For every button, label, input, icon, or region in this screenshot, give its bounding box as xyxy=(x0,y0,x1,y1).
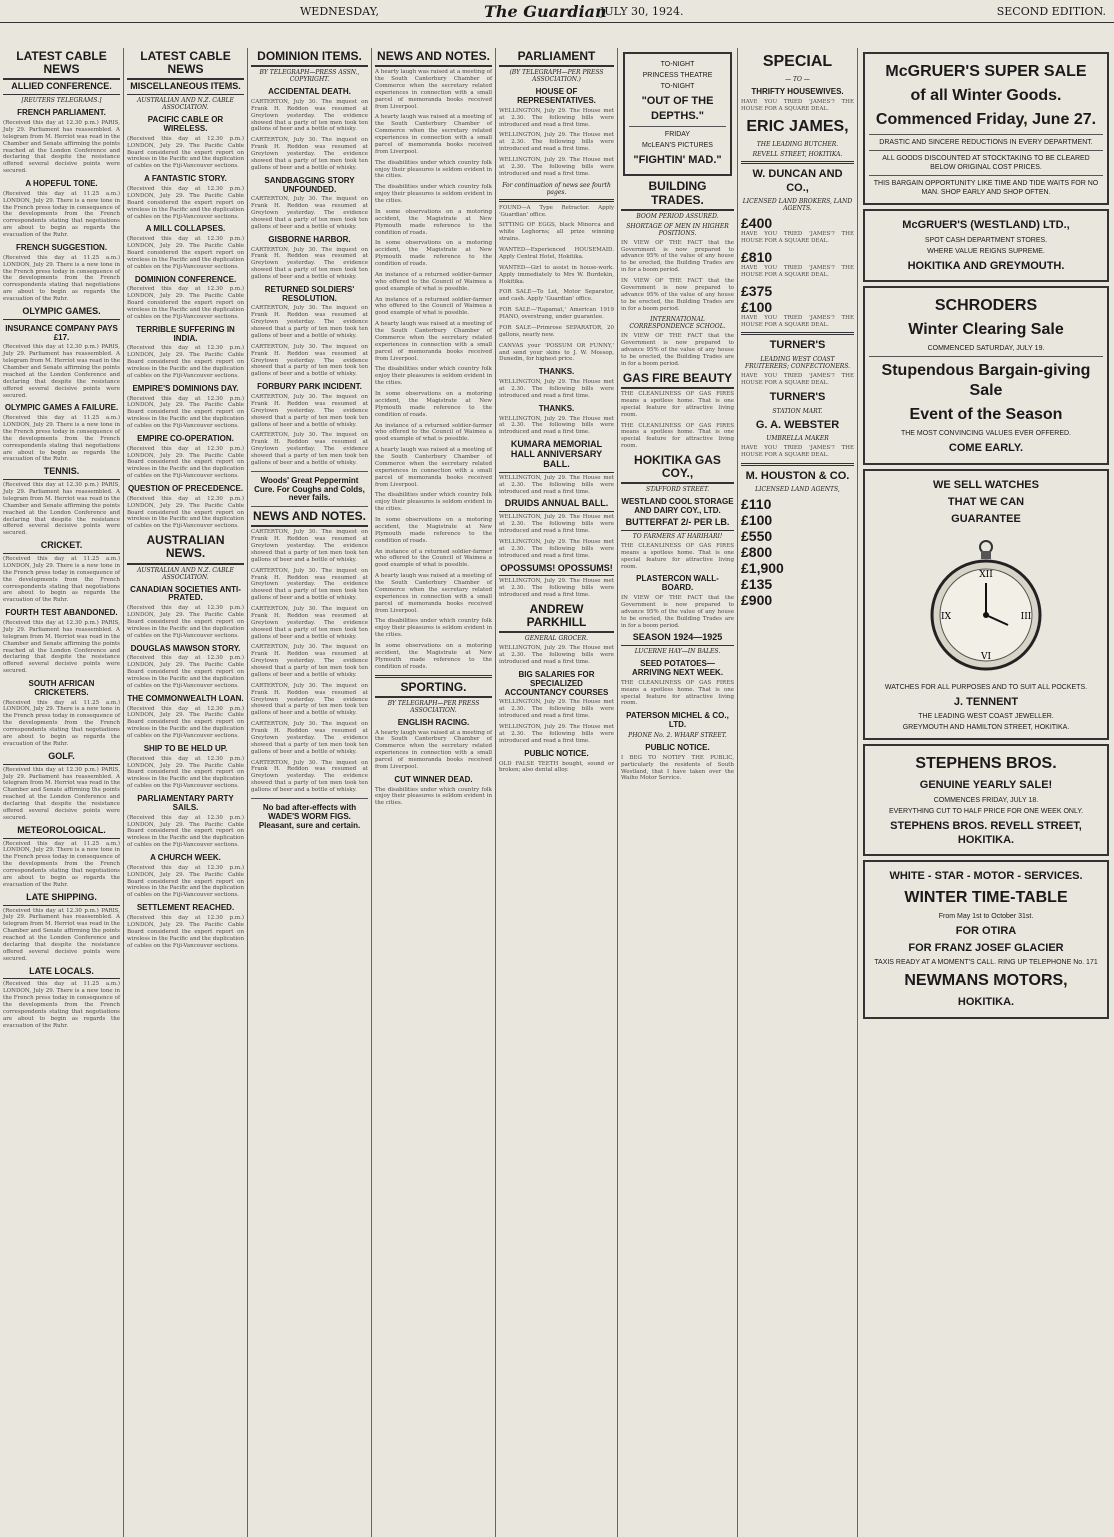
article-text: HAVE YOU TRIED 'JAMES'? THE HOUSE FOR A SQUARE DEAL. xyxy=(741,98,854,112)
continuation-note: For continuation of news see fourth pages. xyxy=(502,181,611,196)
article-text: An instance of a returned soldier-farmer who offered to the Council of Waimea a good example of what is possible. xyxy=(375,422,492,443)
mcgruer-store-advert xyxy=(863,209,1109,282)
advert-title: Winter Clearing Sale xyxy=(908,321,1064,339)
headline: NEWS AND NOTES. xyxy=(251,510,368,527)
article-text: (Received this day at 12.30 p.m.) LONDON, July 29. The Pacific Cable Board considered the expert report on wireless in the Pacific and the duplication of cables on the Fiji-Vancouver sections. xyxy=(127,755,244,790)
subheading: SETTLEMENT REACHED. xyxy=(136,903,235,913)
property-price: £400 xyxy=(741,215,773,232)
advert-title: Event of the Season xyxy=(909,406,1063,424)
advert-text: DRASTIC AND SINCERE REDUCTIONS IN EVERY DEPARTMENT. xyxy=(879,139,1093,146)
advert-title: HOKITIKA AND GREYMOUTH. xyxy=(907,259,1065,272)
property-price: £100 xyxy=(741,298,773,315)
byline: STAFFORD STREET. xyxy=(645,486,709,494)
property-price: £900 xyxy=(741,592,773,609)
article-text: THE CLEANLINESS OF GAS FIRES means a spotless home. That is one special feature for attractive living room. xyxy=(621,422,734,450)
article-text: (Received this day at 12.30 p.m.) PARIS, July 29. Parliament has reassembled. A telegram from M. Herriot was read in the Chamber and Senate affirming the points reached at the London Conference and declaring that despite the resistance offered several decisive points were secured. xyxy=(3,344,120,399)
divider xyxy=(741,161,854,164)
subheading: PACIFIC CABLE OR WIRELESS. xyxy=(147,115,224,134)
subheading: PARLIAMENTARY PARTY SAILS. xyxy=(137,794,234,812)
advert-text: COMMENCED SATURDAY, JULY 19. xyxy=(927,345,1045,353)
article-text: CARTERTON, July 30. The inquest on Frank H. Reddon was resumed at Greytown yesterday. The evidence showed that a party of ten men took ten gallons of beer and a bottle of whisky. xyxy=(251,682,368,717)
article-text: (Received this day at 11.25 a.m.) LONDON, July 29. There is a new tone in the French press today in consequence of the developments from the French correspondents stating that negotiations are about to begin as regards the evacuation of the Ruhr. xyxy=(3,699,120,747)
schroders-sale-advert xyxy=(863,286,1109,464)
article-text: CARTERTON, July 30. The inquest on Frank H. Reddon was resumed at Greytown yesterday. The evidence showed that a party of ten men took ten gallons of beer and a bottle of whisky. xyxy=(251,98,368,133)
divider xyxy=(251,471,368,472)
byline: [REUTERS TELEGRAMS.] xyxy=(21,97,102,105)
article-text: CARTERTON, July 30. The inquest on Frank H. Reddon was resumed at Greytown yesterday. The evidence showed that a party of ten men took ten gallons of beer and a bottle of whisky. xyxy=(251,567,368,602)
subheading: A MILL COLLAPSES. xyxy=(145,224,226,234)
article-text: A hearty laugh was raised at a meeting of the South Canterbury Chamber of Commerce when the secretary related experiences in connection with a small parcel of memoranda books received from Liverpool. xyxy=(375,447,492,488)
article-text: (Received this day at 12.30 p.m.) LONDON, July 29. The Pacific Cable Board considered the expert report on wireless in the Pacific and the duplication of cables on the Fiji-Vancouver sections. xyxy=(127,864,244,899)
classified-ad: WANTED—Girl to assist in house-work. Apply immediately to Mrs W. Burdekin, Hokitika. xyxy=(499,264,614,285)
article-text: WELLINGTON, July 29. The House met at 2.30. The following bills were introduced and read a first time. xyxy=(499,578,614,599)
headline: GAS FIRE BEAUTY xyxy=(621,372,734,389)
classified-ad: FOR SALE—To Let, Motor Separator, and cash. Apply 'Guardian' office. xyxy=(499,289,614,303)
article-text: (Received this day at 11.25 a.m.) LONDON, July 29. There is a new tone in the French press today in consequence of the developments from the French correspondents stating that negotiations are about to begin as regards the evacuation of the Ruhr. xyxy=(3,254,120,303)
theatre-advert xyxy=(623,52,732,176)
byline: — TO — xyxy=(785,76,810,83)
subheading: CANADIAN SOCIETIES ANTI-PRATED. xyxy=(130,584,241,603)
subheading: QUESTION OF PRECEDENCE. xyxy=(127,484,244,494)
masthead xyxy=(0,0,1114,23)
tennent-watches-advert xyxy=(863,469,1109,740)
byline: BY TELEGRAPH—PRESS ASSN., COPYRIGHT. xyxy=(259,69,360,84)
article-text: WELLINGTON, July 29. The House met at 2.30. The following bills were introduced and read a first time. xyxy=(499,538,614,559)
article-text: An instance of a returned soldier-farmer who offered to the Council of Waimea a good example of what is possible. xyxy=(375,296,492,317)
article-text: (Received this day at 12.30 p.m.) LONDON, July 29. The Pacific Cable Board considered the expert report on wireless in the Pacific and the duplication of cables on the Fiji-Vancouver sections. xyxy=(127,186,244,220)
article-text: CARTERTON, July 30. The inquest on Frank H. Reddon was resumed at Greytown yesterday. The evidence showed that a party of ten men took ten gallons of beer and a bottle of whisky. xyxy=(251,137,368,171)
byline: AUSTRALIAN AND N.Z. CABLE ASSOCIATION. xyxy=(137,566,234,581)
article-text: The disabilities under which country folk enjoy their pleasures is seldom evident in the cities. xyxy=(375,786,492,807)
article-text: CARTERTON, July 30. The inquest on Frank H. Reddon was resumed at Greytown yesterday. The evidence showed that a party of ten men took ten gallons of beer and a bottle of whisky. xyxy=(251,394,368,428)
article-text: The disabilities under which country folk enjoy their pleasures is seldom evident in the cities. xyxy=(375,184,492,205)
subheading: RETURNED SOLDIERS' RESOLUTION. xyxy=(264,284,355,303)
subheading: A HOPEFUL TONE. xyxy=(25,179,98,189)
article-text: CARTERTON, July 30. The inquest on Frank H. Reddon was resumed at Greytown yesterday. The evidence showed that a party of ten men took ten gallons of beer and a bottle of whisky. xyxy=(251,721,368,755)
classified-ad: WANTED—Experienced HOUSEMAID. Apply Central Hotel, Hokitika. xyxy=(499,247,614,260)
article-text: The disabilities under which country folk enjoy their pleasures is seldom evident in the cities. xyxy=(375,618,492,639)
headline: TENNIS. xyxy=(3,467,120,480)
subheading: THANKS. xyxy=(538,367,575,377)
article-text: CARTERTON, July 30. The inquest on Frank H. Reddon was resumed at Greytown yesterday. The evidence showed that a party of ten men took ten gallons of beer and a bottle of whisky. xyxy=(251,432,368,466)
article-text: WELLINGTON, July 29. The House met at 2.30. The following bills were introduced and read a first time. xyxy=(499,157,614,177)
article-text: HAVE YOU TRIED 'JAMES'? THE HOUSE FOR A SQUARE DEAL. xyxy=(741,264,854,278)
headline: OLYMPIC GAMES. xyxy=(3,307,120,320)
divider xyxy=(869,175,1103,176)
article-text: CARTERTON, July 30. The inquest on Frank H. Reddon was resumed at Greytown yesterday. The evidence showed that a party of ten men took ten gallons of beer and a bottle of whisky. xyxy=(251,606,368,640)
subheading: GISBORNE HARBOR. xyxy=(268,234,351,244)
masthead-title: The Guardian xyxy=(484,2,607,21)
classified-ad: FOR SALE—Primrose SEPARATOR, 20 gallons, nearly new. xyxy=(499,324,614,338)
divider xyxy=(741,332,854,335)
advert-text: TAXIS READY AT A MOMENT'S CALL. RING UP TELEPHONE No. 171 xyxy=(874,959,1098,967)
theatre-name: McLEAN'S PICTURES xyxy=(642,141,713,149)
classified-ad: FOUND—A Type Retractor. Apply 'Guardian' office. xyxy=(499,204,614,218)
advert-title: WE SELL WATCHES xyxy=(933,478,1039,491)
article-text: WELLINGTON, July 29. The House met at 2.30. The following bills were introduced and read a first time. xyxy=(499,107,614,128)
advert-text: EVERYTHING CUT TO HALF PRICE FOR ONE WEEK ONLY. xyxy=(888,807,1084,815)
article-text: (Received this day at 12.30 p.m.) LONDON, July 29. The Pacific Cable Board considered the expert report on wireless in the Pacific and the duplication of cables on the Fiji-Vancouver sections. xyxy=(127,655,244,689)
article-text: A hearty laugh was raised at a meeting of the South Canterbury Chamber of Commerce when the secretary related experiences in connection with a small parcel of memoranda books received from Liverpool. xyxy=(375,114,492,155)
advert-title: SCHRODERS xyxy=(934,297,1038,315)
theatre-tonight: TO-NIGHT xyxy=(660,61,695,68)
article-text: (Received this day at 12.30 p.m.) PARIS, July 29. Parliament has reassembled. A telegram from M. Herriot was read in the Chamber and Senate affirming the points reached at the London Conference and declaring that despite the resistance offered several decisive points were secured. xyxy=(3,620,120,675)
advert-text: SPOT CASH DEPARTMENT STORES. xyxy=(924,236,1048,244)
property-price: £800 xyxy=(741,544,773,561)
headline: OPOSSUMS! OPOSSUMS! xyxy=(499,564,614,577)
article-text: (Received this day at 12.30 p.m.) LONDON, July 29. The Pacific Cable Board considered the expert report on wireless in the Pacific and the duplication of cables on the Fiji-Vancouver sections. xyxy=(127,135,244,170)
advert-title: FOR OTIRA xyxy=(955,924,1017,937)
article-text: WELLINGTON, July 29. The House met at 2.30. The following bills were introduced and read a first time. xyxy=(499,415,614,436)
article-text: CARTERTON, July 30. The inquest on Frank H. Reddon was resumed at Greytown yesterday. The evidence showed that a party of ten men took ten gallons of beer and a bottle of whisky. xyxy=(251,305,368,339)
advert-title: FOR FRANZ JOSEF GLACIER xyxy=(908,941,1064,954)
subheading: PLASTERCON WALL-BOARD. xyxy=(636,574,719,593)
article-text: CARTERTON, July 30. The inquest on Frank H. Reddon was resumed at Greytown yesterday. The evidence showed that a party of ten men took ten gallons of beer and a bottle of whisky. xyxy=(251,246,368,280)
article-text: A hearty laugh was raised at a meeting of the South Canterbury Chamber of Commerce when the secretary related experiences in connection with a small parcel of memoranda books received from Liverpool. xyxy=(375,729,492,770)
headline: PARLIAMENT xyxy=(499,50,614,67)
headline: CRICKET. xyxy=(3,541,120,554)
headline: BUTTERFAT 2/- PER LB. xyxy=(621,518,734,531)
column-8-adverts xyxy=(858,48,1114,1537)
article-text: In some observations on a motoring accident, the Magistrate at New Plymouth made reference to the condition of roads. xyxy=(375,391,492,418)
column-5 xyxy=(496,48,618,1537)
divider xyxy=(741,463,854,466)
subheading: FOURTH TEST ABANDONED. xyxy=(5,608,118,618)
pocket-watch-icon xyxy=(926,535,1046,675)
umbrella-maker-name: G. A. WEBSTER xyxy=(755,418,840,431)
subheading: THRIFTY HOUSEWIVES. xyxy=(751,87,844,96)
article-text: WELLINGTON, July 29. The House met at 2.30. The following bills were introduced and read a first time. xyxy=(499,379,614,399)
advert-text: THE MOST CONVINCING VALUES EVER OFFERED. xyxy=(900,430,1072,438)
subheading: EMPIRE'S DOMINIONS DAY. xyxy=(132,383,239,393)
advert-text: GREYMOUTH AND HAMILTON STREET, HOKITIKA. xyxy=(902,724,1070,732)
article-text: (Received this day at 12.30 p.m.) LONDON, July 29. The Pacific Cable Board considered the expert report on wireless in the Pacific and the duplication of cables on the Fiji-Vancouver sections. xyxy=(127,495,244,530)
subheading: BIG SALARIES FOR SPECIALIZED ACCOUNTANCY COURSES xyxy=(504,670,609,697)
article-text: (Received this day at 12.30 p.m.) LONDON, July 29. The Pacific Cable Board considered the expert report on wireless in the Pacific and the duplication of cables on the Fiji-Vancouver sections. xyxy=(127,915,244,949)
masthead-day: WEDNESDAY, xyxy=(300,5,380,18)
subheading: DOUGLAS MAWSON STORY. xyxy=(130,643,241,653)
byline: LICENSED LAND AGENTS, xyxy=(755,486,840,494)
masthead-date: JULY 30, 1924. xyxy=(600,5,684,18)
byline: LEADING WEST COAST FRUITERERS; CONFECTIONERS. xyxy=(744,355,851,370)
article-text: THE CLEANLINESS OF GAS FIRES means a spotless home. That is one special feature for attractive living room. xyxy=(621,542,734,570)
advert-title: GUARANTEE xyxy=(951,513,1021,526)
article-text: CARTERTON, July 30. The inquest on Frank H. Reddon was resumed at Greytown yesterday. The evidence showed that a party of ten men took ten gallons of beer and a bottle of whisky. xyxy=(251,343,368,378)
advert-title: McGRUER'S (WESTLAND) LTD., xyxy=(902,219,1070,232)
byline: SHORTAGE OF MEN IN HIGHER POSITIONS. xyxy=(626,222,729,237)
advert-title: WINTER TIME-TABLE xyxy=(904,888,1068,906)
film-title: "OUT OF THE DEPTHS." xyxy=(641,95,714,122)
advert-title: NEWMANS MOTORS, xyxy=(904,972,1068,990)
classified-ad: CANVAS your 'POSSUM OR FUNNY,' and send your skins to J. W. Mossop, Dunedin, for highest price. xyxy=(499,342,614,363)
white-star-motor-advert xyxy=(863,860,1109,1018)
byline: LUCERNE HAY—IN BALES. xyxy=(634,648,721,656)
column-7 xyxy=(738,48,858,1537)
column-6 xyxy=(618,48,738,1537)
subheading: FORBURY PARK INCIDENT. xyxy=(257,382,362,392)
subheading: PUBLIC NOTICE. xyxy=(524,748,589,758)
article-text: The disabilities under which country folk enjoy their pleasures is seldom evident in the cities. xyxy=(375,159,492,180)
advert-text: From May 1st to October 31st. xyxy=(938,912,1034,920)
article-text: I BEG TO NOTIFY THE PUBLIC, particularly the residents of South Westland, that I have taken over the Waiho Motor Service. xyxy=(621,754,734,782)
headline: MISCELLANEOUS ITEMS. xyxy=(127,82,244,95)
property-price: £550 xyxy=(741,528,773,545)
article-text: IN VIEW OF THE FACT that the Government is now prepared to advance 95% of the value of any house to be erected, the Building Trades are in for a boom period. xyxy=(621,278,734,312)
divider xyxy=(251,506,368,507)
byline: UMBRELLA MAKER xyxy=(766,435,829,443)
headline: SEASON 1924—1925 xyxy=(621,633,734,646)
headline: NEWS AND NOTES. xyxy=(375,50,492,67)
classified-ad: FOR SALE—'Rapamat,' American 1919 PIANO, overstrung, under guarantee. xyxy=(499,307,614,321)
headline: DOMINION ITEMS. xyxy=(251,50,368,67)
byline: (BY TELEGRAPH—PER PRESS ASSOCIATION.) xyxy=(509,69,604,84)
headline: BUILDING TRADES. xyxy=(621,180,734,210)
divider xyxy=(251,798,368,799)
subheading: SOUTH AFRICAN CRICKETERS. xyxy=(28,679,95,697)
article-text: A hearty laugh was raised at a meeting of the South Canterbury Chamber of Commerce when the secretary related experiences in connection with a small parcel of memoranda books received from Liverpool. xyxy=(375,573,492,614)
headline: LATEST CABLE NEWS xyxy=(127,50,244,80)
advert-text: ALL GOODS DISCOUNTED AT STOCKTAKING TO BE CLEARED BELOW ORIGINAL COST PRICES. xyxy=(882,155,1090,172)
subheading: OLYMPIC GAMES A FAILURE. xyxy=(4,403,119,413)
article-text: HAVE YOU TRIED 'JAMES'? THE HOUSE FOR A SQUARE DEAL. xyxy=(741,372,854,386)
column-2 xyxy=(124,48,248,1537)
special-heading: SPECIAL xyxy=(762,53,833,70)
advert-text: THIS BARGAIN OPPORTUNITY LIKE TIME AND TIDE WAITS FOR NO MAN. SHOP EARLY AND SHOP OFTEN. xyxy=(873,180,1099,197)
article-text: IN VIEW OF THE FACT that the Government is now prepared to advance 95% of the value of any house to be erected, the Building Trades are in for a boom period. xyxy=(621,595,734,629)
subheading: ACCIDENTAL DEATH. xyxy=(268,87,351,97)
article-text: (Received this day at 12.30 p.m.) LONDON, July 29. The Pacific Cable Board considered the expert report on wireless in the Pacific and the duplication of cables on the Fiji-Vancouver sections. xyxy=(127,705,244,740)
pocket-watch-illustration xyxy=(926,535,1046,675)
stephens-sale-advert xyxy=(863,744,1109,856)
headline: KUMARA MEMORIAL HALL ANNIVERSARY BALL. xyxy=(499,440,614,473)
divider xyxy=(629,126,726,127)
article-text: (Received this day at 12.30 p.m.) LONDON, July 29. The Pacific Cable Board considered the expert report on wireless in the Pacific and the duplication of cables on the Fiji-Vancouver sections. xyxy=(127,236,244,270)
advert-title: GENUINE YEARLY SALE! xyxy=(919,779,1053,792)
svg-text:XII: XII xyxy=(979,569,993,580)
byline: TO FARMERS AT HARIHARI! xyxy=(632,532,723,540)
property-price: £810 xyxy=(741,248,773,265)
byline: GENERAL GROCER. xyxy=(524,635,589,643)
advert-title: STEPHENS BROS. xyxy=(915,755,1057,773)
article-text: WELLINGTON, July 29. The House met at 2.30. The following bills were introduced and read a first time. xyxy=(499,132,614,153)
divider xyxy=(375,675,492,678)
article-text: (Received this day at 12.30 p.m.) LONDON, July 29. The Pacific Cable Board considered the expert report on wireless in the Pacific and the duplication of cables on the Fiji-Vancouver sections. xyxy=(127,345,244,379)
byline: THE LEADING BUTCHER. xyxy=(756,140,839,148)
article-text: THE CLEANLINESS OF GAS FIRES means a spotless home. That is one special feature for attractive living room. xyxy=(621,391,734,418)
article-text: WELLINGTON, July 29. The House met at 2.30. The following bills were introduced and read a first time. xyxy=(499,514,614,535)
advert-title: HOKITIKA. xyxy=(957,996,1015,1009)
advert-title: STEPHENS BROS. REVELL STREET, HOKITIKA. xyxy=(890,819,1082,846)
subheading: THANKS. xyxy=(538,403,575,413)
article-text: A hearty laugh was raised at a meeting of the South Canterbury Chamber of Commerce when the secretary related experiences in connection with a small parcel of memoranda books received from Liverpool. xyxy=(375,321,492,362)
subheading: PATERSON MICHEL & CO., LTD. xyxy=(626,711,729,730)
article-text: IN VIEW OF THE FACT that the Government is now prepared to advance 95% of the value of any house to be erected, the Building Trades are in for a boom period. xyxy=(621,239,734,274)
article-text: WELLINGTON, July 29. The House met at 2.30. The following bills were introduced and read a first time. xyxy=(499,724,614,744)
subheading: CUT WINNER DEAD. xyxy=(394,774,473,784)
article-text: (Received this day at 11.25 a.m.) LONDON, July 29. There is a new tone in the French press today in consequence of the developments from the French correspondents stating that negotiations are about to begin as regards the evacuation of the Ruhr. xyxy=(3,190,120,239)
article-text: CARTERTON, July 30. The inquest on Frank H. Reddon was resumed at Greytown yesterday. The evidence showed that a party of ten men took ten gallons of beer and a bottle of whisky. xyxy=(251,644,368,678)
article-text: HAVE YOU TRIED 'JAMES'? THE HOUSE FOR A SQUARE DEAL. xyxy=(741,445,854,458)
article-text: An instance of a returned soldier-farmer who offered to the Council of Waimea a good example of what is possible. xyxy=(375,271,492,292)
headline: LATE LOCALS. xyxy=(3,967,120,980)
classified-ad: SITTING OF EGGS, black Minorca and white Leghorns; all prize winning strains. xyxy=(499,222,614,243)
subheading: DOMINION CONFERENCE. xyxy=(134,274,237,284)
byline: BOOM PERIOD ASSURED. xyxy=(636,212,719,220)
article-text: (Received this day at 12.30 p.m.) PARIS, July 29. Parliament has reassembled. A telegram from M. Herriot was read in the Chamber and Senate affirming the points reached at the London Conference and declaring that despite the resistance offered several decisive points were secured. xyxy=(3,766,120,821)
advert-title: THAT WE CAN xyxy=(947,496,1025,509)
divider xyxy=(499,199,614,202)
advert-title: J. TENNENT xyxy=(953,695,1019,708)
advert-text: COMMENCES FRIDAY, JULY 18. xyxy=(933,796,1039,804)
headline: ANDREW PARKHILL xyxy=(499,603,614,633)
byline: BY TELEGRAPH—PER PRESS ASSOCIATION. xyxy=(387,699,480,714)
article-text: (Received this day at 12.30 p.m.) PARIS, July 29. Parliament has reassembled. A telegram from M. Herriot was read in the Chamber and Senate affirming the points reached at the London Conference and declaring that despite the resistance offered several decisive points were secured. xyxy=(3,120,120,175)
article-text: (Received this day at 12.30 p.m.) PARIS, July 29. Parliament has reassembled. A telegram from M. Herriot was read in the Chamber and Senate affirming the points reached at the London Conference and declaring that despite the resistance offered several decisive points were secured. xyxy=(3,482,120,537)
article-text: (Received this day at 11.25 a.m.) LONDON, July 29. There is a new tone in the French press today in consequence of the developments from the French correspondents stating that negotiations are about to begin as regards the evacuation of the Ruhr. xyxy=(3,415,120,463)
column-4 xyxy=(372,48,496,1537)
property-price: £100 xyxy=(741,512,773,529)
advert-peppermint-cure: Woods' Great Peppermint Cure. For Coughs and Colds, never fails. xyxy=(254,475,365,503)
advert-text: THE LEADING WEST COAST JEWELLER. xyxy=(918,713,1054,721)
subheading: A CHURCH WEEK. xyxy=(150,853,221,863)
article-text: HAVE YOU TRIED 'JAMES'? THE HOUSE FOR A SQUARE DEAL. xyxy=(741,231,854,245)
headline: LATEST CABLE NEWS xyxy=(3,50,120,80)
butcher-name: ERIC JAMES, xyxy=(746,117,849,135)
advert-title: of all Winter Goods. xyxy=(910,87,1062,104)
advert-worm-figs: No bad after-effects with WADE'S WORM FIGS. Pleasant, sure and certain. xyxy=(258,802,361,830)
subheading: WESTLAND COOL STORAGE AND DAIRY COY., LTD. xyxy=(621,497,734,516)
article-text: In some observations on a motoring accident, the Magistrate at New Plymouth made reference to the condition of roads. xyxy=(375,208,492,236)
article-text: (Received this day at 11.25 a.m.) LONDON, July 29. There is a new tone in the French press today in consequence of the developments from the French correspondents stating that negotiations are about to begin as regards the evacuation of the Ruhr. xyxy=(3,840,120,888)
land-agent-name: M. HOUSTON & CO. xyxy=(745,469,850,482)
subheading: SEED POTATOES—ARRIVING NEXT WEEK. xyxy=(631,659,724,678)
headline: METEOROLOGICAL. xyxy=(3,826,120,839)
advert-text: WATCHES FOR ALL PURPOSES AND TO SUIT ALL POCKETS. xyxy=(884,683,1088,691)
subheading: EMPIRE CO-OPERATION. xyxy=(137,433,234,443)
property-price: £110 xyxy=(741,496,772,513)
article-text: A hearty laugh was raised at a meeting of the South Canterbury Chamber of Commerce when the secretary related experiences in connection with a small parcel of memoranda books received from Liverpool. xyxy=(375,69,492,110)
subheading: SANDBAGGING STORY UNFOUNDED. xyxy=(264,175,355,194)
subheading: THE COMMONWEALTH LOAN. xyxy=(127,693,244,703)
byline: LICENSED LAND BROKERS, LAND AGENTS. xyxy=(742,198,853,213)
article-text: The disabilities under which country folk enjoy their pleasures is seldom evident in the cities. xyxy=(375,492,492,513)
advert-title: Stupendous Bargain-giving Sale xyxy=(881,362,1091,400)
subheading: SHIP TO BE HELD UP. xyxy=(143,743,228,753)
headline: LATE SHIPPING. xyxy=(3,893,120,906)
divider xyxy=(869,150,1103,151)
article-text: CARTERTON, July 30. The inquest on Frank H. Reddon was resumed at Greytown yesterday. The evidence showed that a party of ten men took ten gallons of beer and a bottle of whisky. xyxy=(251,529,368,563)
subheading: FRENCH PARLIAMENT. xyxy=(17,108,106,118)
article-text: In some observations on a motoring accident, the Magistrate at New Plymouth made reference to the condition of roads. xyxy=(375,240,492,268)
article-text: CARTERTON, July 30. The inquest on Frank H. Reddon was resumed at Greytown yesterday. The evidence showed that a party of ten men took ten gallons of beer and a bottle of whisky. xyxy=(251,196,368,230)
headline: HOKITIKA GAS COY., xyxy=(621,454,734,484)
advert-text: WHERE VALUE REIGNS SUPREME. xyxy=(927,247,1045,255)
advert-title: WHITE - STAR - MOTOR - SERVICES. xyxy=(889,870,1083,883)
article-text: (Received this day at 11.25 a.m.) LONDON, July 29. There is a new tone in the French press today in consequence of the developments from the French correspondents stating that negotiations are about to begin as regards the evacuation of the Ruhr. xyxy=(3,981,120,1029)
article-text: (Received this day at 12.30 p.m.) LONDON, July 29. The Pacific Cable Board considered the expert report on wireless in the Pacific and the duplication of cables on the Fiji-Vancouver sections. xyxy=(127,395,244,430)
article-text: In some observations on a motoring accident, the Magistrate at New Plymouth made reference to the condition of roads. xyxy=(375,643,492,670)
fruiterer-name: TURNER'S xyxy=(769,391,826,404)
theatre-name: PRINCESS THEATRE xyxy=(642,72,713,80)
headline: SPORTING. xyxy=(375,681,492,698)
article-text: WELLINGTON, July 29. The House met at 2.30. The following bills were introduced and read a first time. xyxy=(499,474,614,495)
byline: PHONE No. 2. WHARF STREET. xyxy=(628,731,727,739)
byline: STATION MART. xyxy=(772,407,823,415)
divider xyxy=(869,134,1103,135)
article-text: WELLINGTON, July 29. The House met at 2.30. The following bills were introduced and read a first time. xyxy=(499,699,614,720)
film-title: "FIGHTIN' MAD." xyxy=(633,154,722,167)
fruiterer-name: TURNER'S xyxy=(769,339,826,352)
article-text: (Received this day at 12.30 p.m.) LONDON, July 29. The Pacific Cable Board considered the expert report on wireless in the Pacific and the duplication of cables on the Fiji-Vancouver sections. xyxy=(127,814,244,849)
article-text: The disabilities under which country folk enjoy their pleasures is seldom evident in the cities. xyxy=(375,366,492,387)
headline: AUSTRALIAN NEWS. xyxy=(127,534,244,564)
byline: REVELL STREET, HOKITIKA. xyxy=(752,150,843,158)
advert-title: McGRUER'S SUPER SALE xyxy=(885,63,1087,80)
subheading: ENGLISH RACING. xyxy=(397,717,470,727)
subheading: PUBLIC NOTICE. xyxy=(645,742,710,752)
article-text: CARTERTON, July 30. The inquest on Frank H. Reddon was resumed at Greytown yesterday. The evidence showed that a party of ten men took ten gallons of beer and a bottle of whisky. xyxy=(251,759,368,794)
subheading: A FANTASTIC STORY. xyxy=(144,174,227,184)
byline: AUSTRALIAN AND N.Z. CABLE ASSOCIATION. xyxy=(137,97,234,112)
headline: ALLIED CONFERENCE. xyxy=(3,82,120,95)
classified-ad: OLD FALSE TEETH bought, sound or broken; also dental alloy. xyxy=(499,760,614,774)
mcgruer-sale-advert xyxy=(863,52,1109,205)
article-text: In some observations on a motoring accident, the Magistrate at New Plymouth made reference to the condition of roads. xyxy=(375,517,492,544)
theatre-tonight: TO-NIGHT xyxy=(660,83,695,91)
svg-text:IX: IX xyxy=(941,611,951,622)
article-text: (Received this day at 12.30 p.m.) PARIS, July 29. Parliament has reassembled. A telegram from M. Herriot was read in the Chamber and Senate affirming the points reached at the London Conference and declaring that despite the resistance offered several decisive points were secured. xyxy=(3,907,120,962)
article-text: (Received this day at 12.30 p.m.) LONDON, July 29. The Pacific Cable Board considered the expert report on wireless in the Pacific and the duplication of cables on the Fiji-Vancouver sections. xyxy=(127,605,244,639)
headline: DRUIDS ANNUAL BALL. xyxy=(499,499,614,512)
article-text: WELLINGTON, July 29. The House met at 2.30. The following bills were introduced and read a first time. xyxy=(499,645,614,666)
subheading: INSURANCE COMPANY PAYS £17. xyxy=(5,323,118,342)
subheading: HOUSE OF REPRESENTATIVES. xyxy=(517,87,596,105)
column-3 xyxy=(248,48,372,1537)
property-price: £135 xyxy=(741,576,773,593)
property-price: £375 xyxy=(741,282,773,299)
divider xyxy=(869,356,1103,357)
column-1 xyxy=(0,48,124,1537)
advert-title: Commenced Friday, June 27. xyxy=(875,111,1097,128)
article-text: (Received this day at 11.25 a.m.) LONDON, July 29. There is a new tone in the French press today in consequence of the developments from the French correspondents stating that negotiations are about to begin as regards the evacuation of the Ruhr. xyxy=(3,556,120,604)
subheading: FRENCH SUGGESTION. xyxy=(15,242,108,252)
article-text: (Received this day at 12.30 p.m.) LONDON, July 29. The Pacific Cable Board considered the expert report on wireless in the Pacific and the duplication of cables on the Fiji-Vancouver sections. xyxy=(127,286,244,320)
masthead-edition: SECOND EDITION. xyxy=(996,5,1106,18)
article-text: THE CLEANLINESS OF GAS FIRES means a spotless home. That is one special feature for attractive living room. xyxy=(621,679,734,707)
headline: GOLF. xyxy=(3,752,120,765)
property-price: £1,900 xyxy=(741,560,784,577)
byline: INTERNATIONAL CORRESPONDENCE SCHOOL. xyxy=(629,316,726,331)
subheading: TERRIBLE SUFFERING IN INDIA. xyxy=(136,324,235,343)
advert-title: COME EARLY. xyxy=(948,442,1024,455)
article-text: HAVE YOU TRIED 'JAMES'? THE HOUSE FOR A SQUARE DEAL. xyxy=(741,314,854,328)
svg-text:VI: VI xyxy=(980,651,992,662)
svg-text:III: III xyxy=(1020,611,1032,622)
article-text: IN VIEW OF THE FACT that the Government is now prepared to advance 95% of the value of any house to be erected, the Building Trades are in for a boom period. xyxy=(621,333,734,367)
article-text: An instance of a returned soldier-farmer who offered to the Council of Waimea a good example of what is possible. xyxy=(375,548,492,569)
land-broker-name: W. DUNCAN AND CO., xyxy=(752,167,843,194)
theatre-day: FRIDAY xyxy=(664,130,691,138)
article-text: (Received this day at 12.30 p.m.) LONDON, July 29. The Pacific Cable Board considered the expert report on wireless in the Pacific and the duplication of cables on the Fiji-Vancouver sections. xyxy=(127,445,244,480)
